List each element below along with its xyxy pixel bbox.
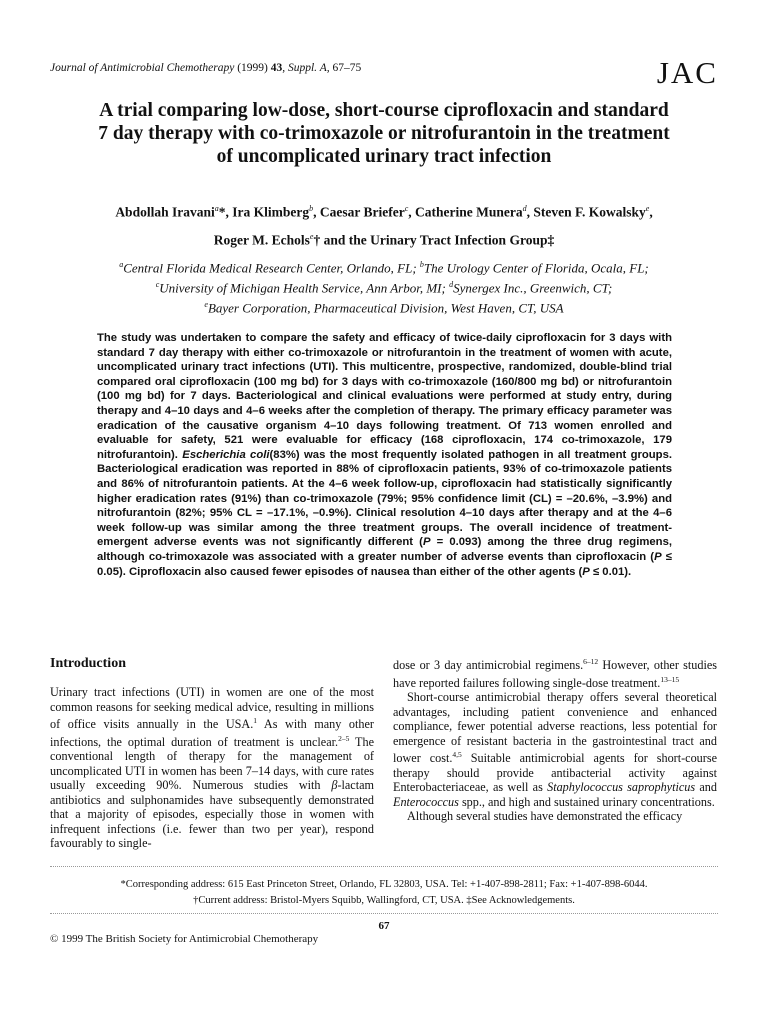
- footnote-corresponding: *Corresponding address: 615 East Princeton Street, Orlando, FL 32803, USA. Tel: +1-407-898-2811; Fax: +1-407-898-6044.: [120, 879, 648, 890]
- citation-ref: 4,5: [452, 750, 462, 760]
- title-line-3: of uncomplicated urinary tract infection: [216, 146, 552, 167]
- citation-ref: 2–5: [338, 733, 350, 743]
- left-column: [50, 655, 374, 851]
- intro-text: The conventional length of therapy for the management of uncomplicated UTI in women has been 7–14 days, with cure rates usually exceeding 90%. Numerous studies with: [50, 734, 374, 793]
- footnote-current-address: †Current address: Bristol-Myers Squibb, Wallingford, CT, USA. ‡See Acknowledgements.: [193, 895, 575, 906]
- author-sup: b: [309, 204, 314, 213]
- journal-year: (1999): [237, 62, 268, 74]
- abstract-p-symbol: P: [422, 536, 431, 549]
- author-sup: c: [404, 204, 409, 213]
- intro-paragraph-3: Although several studies have demonstrated the efficacy: [407, 809, 683, 824]
- affiliation-d: Synergex Inc., Greenwich, CT;: [453, 280, 613, 296]
- footnote-divider: [50, 866, 718, 867]
- title-line-2: 7 day therapy with co-trimoxazole or nitrofurantoin in the treatment: [98, 123, 670, 144]
- journal-volume: 43: [270, 62, 283, 74]
- intro-text: and: [695, 780, 717, 795]
- intro-paragraph-1: [50, 685, 374, 851]
- journal-name: Journal of Antimicrobial Chemotherapy: [50, 62, 235, 74]
- affiliation-a: Central Florida Medical Research Center, Orlando, FL;: [123, 260, 417, 276]
- affiliation-line-3: [50, 297, 718, 317]
- author-munera: Catherine Munera: [415, 204, 523, 220]
- title-line-1: A trial comparing low-dose, short-course ciprofloxacin and standard: [99, 100, 669, 121]
- affil-sup: a: [119, 260, 124, 269]
- author-echols: Roger M. Echols: [213, 232, 310, 247]
- abstract: [97, 331, 672, 579]
- intro-text: Short-course antimicrobial therapy offers several theoretical advantages, including patient convenience and enhanced compliance, fewer potential adverse reactions, less potential for emergence of resistant bacteria in the gastrointestinal tract and lower cost.: [393, 690, 717, 766]
- article-title: [50, 99, 718, 168]
- citation-ref: 13–15: [660, 674, 680, 684]
- journal-supplement: Suppl. A: [287, 62, 327, 74]
- abstract-part: ≤ 0.05). Ciprofloxacin also caused fewer episodes of nausea than either of the other agents (: [97, 550, 672, 578]
- abstract-part: The study was undertaken to compare the safety and efficacy of twice-daily ciprofloxacin for 3 days with standard 7 day therapy with either co-trimoxazole or nitrofurantoin in the treatment of women with acute, uncomplicated urinary tract infections (UTI). This multicentre, prospective, randomized, double-blind trial compared oral ciprofloxacin (100 mg bd) for 3 days with co-trimoxazole (160/800 mg bd) or nitrofurantoin (100 mg bd) for 7 days. Bacteriological and clinical evaluations were performed at study entry, during therapy and 4–10 days and 4–6 weeks after the completion of therapy. The primary efficacy parameter was eradication of the causative organism 4–10 days following treatment. Of 713 women enrolled and evaluable for safety, 521 were evaluable for efficacy (168 ciprofloxacin, 174 co-trimoxazole, 179 nitrofurantoin).: [97, 332, 672, 461]
- author-sup: d: [522, 204, 527, 213]
- intro-text: Suitable antimicrobial agents for short-course therapy should provide antibacterial activity against Enterobacteriaceae, as well as: [393, 751, 717, 795]
- intro-text: As with many other infections, the optimal duration of treatment is unclear.: [50, 717, 374, 749]
- citation-ref: 6–12: [583, 657, 599, 666]
- affiliation-e: Bayer Corporation, Pharmaceutical Division, West Haven, CT, USA: [207, 299, 564, 315]
- right-column: [393, 655, 717, 824]
- section-heading-introduction: Introduction: [50, 656, 126, 671]
- affiliation-line-2: [50, 277, 718, 297]
- author-sup: a: [214, 204, 219, 213]
- citation-ref: 1: [253, 716, 258, 725]
- author-line-2: [50, 225, 718, 253]
- abstract-part: ≤ 0.01).: [589, 565, 632, 578]
- journal-logo: JAC: [656, 55, 718, 90]
- journal-reference: Journal of Antimicrobial Chemotherapy (1999) 43, Suppl. A, 67–75: [50, 62, 362, 74]
- intro-text: -lactam antibiotics and sulphonamides have subsequently demonstrated that a majority of episodes, especially those in women with infrequent infections (i.e. fewer than two per year), respond favourably to single-: [50, 778, 374, 851]
- intro-paragraph-1-cont: [393, 655, 717, 690]
- affiliation-c: University of Michigan Health Service, Ann Arbor, MI;: [159, 280, 446, 296]
- author-sup: e: [645, 204, 650, 213]
- abstract-p-symbol: P: [582, 565, 590, 578]
- author-iravani: Abdollah Iravani: [115, 204, 215, 220]
- author-mark: *: [218, 204, 226, 220]
- abstract-p-symbol: P: [654, 550, 662, 563]
- copyright-notice: © 1999 The British Society for Antimicrobial Chemotherapy: [50, 933, 319, 945]
- page-number: 67: [378, 920, 390, 932]
- beta-symbol: β: [331, 778, 338, 793]
- organism-name: Staphylococcus saprophyticus: [547, 780, 696, 795]
- affil-sup: e: [204, 299, 208, 309]
- author-klimberg: Ira Klimberg: [232, 204, 310, 220]
- affiliations: [50, 257, 718, 316]
- abstract-organism: Escherichia coli: [182, 448, 270, 461]
- affiliation-line-1: [50, 257, 718, 277]
- author-kowalsky: Steven F. Kowalsky: [533, 204, 646, 220]
- intro-paragraph-2: [393, 690, 717, 809]
- affil-sup: d: [449, 279, 454, 289]
- organism-name: Enterococcus: [393, 794, 459, 809]
- author-sup: e: [309, 231, 314, 241]
- abstract-part: (83%) was the most frequently isolated pathogen in all treatment groups. Bacteriological eradication was reported in 88% of ciprofloxacin patients, 93% of co-trimoxazole patients and 86% of nitrofurantoin patients. At the 4–6 week follow-up, ciprofloxacin had statistically significantly higher eradication rates (91%) than co-trimoxazole (79%; 95% confidence limit (CL) = –20.6%, –3.9%) and nitrofurantoin (82%; 95% CL = –17.1%, –0.9%). Clinical resolution 4–10 days after therapy and at the 4–6 week follow-up was similar among the three treatment groups. The overall incidence of treatment-emergent adverse events was not significantly different (: [97, 448, 672, 549]
- author-line-1: Abdollah Iravani$^a$*, Ira Klimberg$^b$, Caesar Briefer$^c$, Catherine Munera$^d$, Steven F. Kowalsky$^e$,: [115, 204, 653, 220]
- author-briefer: Caesar Briefer: [319, 204, 405, 220]
- footer-divider: [50, 913, 718, 914]
- affiliation-b: The Urology Center of Florida, Ocala, FL;: [423, 260, 649, 276]
- affil-sup: b: [419, 260, 424, 269]
- author-list: [50, 197, 718, 252]
- abstract-text: [97, 331, 672, 579]
- intro-text: dose or 3 day antimicrobial regimens.: [393, 658, 584, 673]
- abstract-part: = 0.093) among the three drug regimens, although co-trimoxazole was associated with a greater number of adverse events than ciprofloxacin (: [97, 536, 673, 563]
- author-mark: †: [313, 232, 321, 247]
- affil-sup: c: [155, 279, 160, 289]
- author-group: and the Urinary Tract Infection Group‡: [323, 232, 555, 247]
- journal-pages: 67–75: [332, 62, 362, 74]
- intro-text: However, other studies have reported failures following single-dose treatment.: [393, 658, 717, 690]
- intro-text: Urinary tract infections (UTI) in women are one of the most common reasons for seeking medical advice, resulting in millions of office visits annually in the USA.: [50, 685, 374, 732]
- intro-text: spp., and high and sustained urinary concentrations.: [458, 794, 715, 809]
